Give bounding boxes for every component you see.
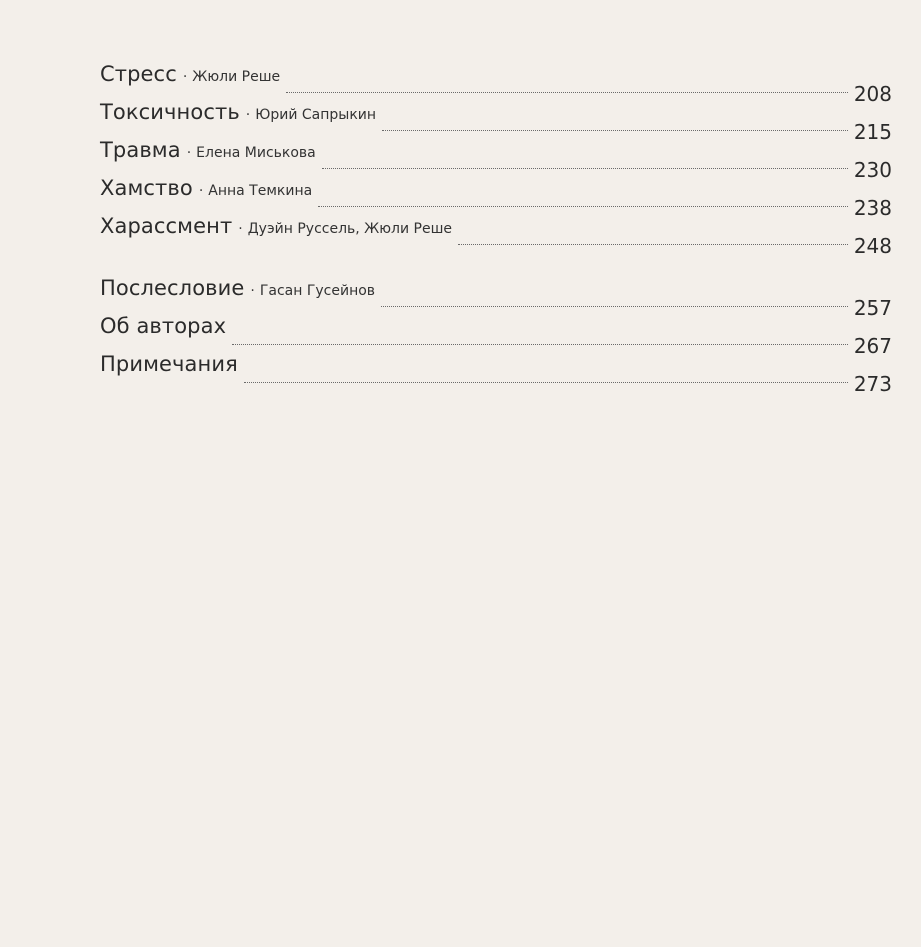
toc-entry-author: Елена Миськова	[196, 145, 316, 161]
toc-entry-rudeness	[100, 176, 892, 220]
toc-entry-title-line	[100, 352, 848, 376]
toc-entry-page-number: 273	[853, 372, 892, 396]
toc-entry-title: Токсичность	[100, 100, 240, 124]
dot-leader	[381, 306, 848, 307]
dot-leader	[458, 244, 848, 245]
toc-entry-title: Харассмент	[100, 214, 233, 238]
table-of-contents	[100, 62, 892, 396]
toc-entry-title-line	[100, 276, 848, 300]
toc-entry-trauma	[100, 138, 892, 182]
toc-entry-author: Юрий Сапрыкин	[255, 107, 377, 123]
toc-entry-page-number: 215	[853, 120, 892, 144]
toc-entry-page-number: 248	[853, 234, 892, 258]
toc-entry-author: Жюли Реше	[192, 69, 281, 85]
toc-entry-page-number: 230	[853, 158, 892, 182]
toc-entry-page-number: 257	[853, 296, 892, 320]
section-gap	[100, 252, 892, 276]
toc-entry-page-number: 208	[853, 82, 892, 106]
toc-entry-stress	[100, 62, 892, 106]
toc-entry-harassment	[100, 214, 892, 258]
dot-leader	[244, 382, 848, 383]
toc-entry-page-number: 267	[853, 334, 892, 358]
dot-leader	[318, 206, 848, 207]
toc-entry-afterword	[100, 276, 892, 320]
toc-entry-separator: ·	[198, 183, 204, 199]
toc-entry-title: Об авторах	[100, 314, 227, 338]
toc-entry-separator: ·	[182, 69, 188, 85]
toc-entry-title: Примечания	[100, 352, 238, 376]
toc-entry-toxicity	[100, 100, 892, 144]
toc-entry-title-line	[100, 138, 848, 162]
toc-entry-title-line	[100, 62, 848, 86]
toc-entry-separator: ·	[238, 221, 243, 237]
dot-leader	[286, 92, 848, 93]
toc-entry-title: Хамство	[100, 176, 193, 200]
toc-entry-title: Стресс	[100, 62, 177, 86]
toc-entry-notes	[100, 352, 892, 396]
toc-entry-author: Анна Темкина	[208, 183, 313, 199]
toc-entry-page-number: 238	[853, 196, 892, 220]
toc-entry-title-line	[100, 176, 848, 200]
dot-leader	[232, 344, 848, 345]
toc-entry-title: Послесловие	[100, 276, 245, 300]
toc-entry-separator: ·	[245, 107, 251, 123]
toc-entry-title-line	[100, 314, 848, 338]
toc-entry-author: Дуэйн Руссель, Жюли Реше	[247, 221, 453, 237]
toc-entry-title-line	[100, 100, 848, 124]
toc-entry-separator: ·	[186, 145, 192, 161]
toc-entry-title-line	[100, 214, 848, 238]
toc-entry-separator: ·	[250, 283, 255, 299]
dot-leader	[382, 130, 848, 131]
toc-entry-title: Травма	[100, 138, 181, 162]
toc-entry-about-authors	[100, 314, 892, 358]
toc-entry-author: Гасан Гусейнов	[259, 283, 376, 299]
dot-leader	[322, 168, 848, 169]
